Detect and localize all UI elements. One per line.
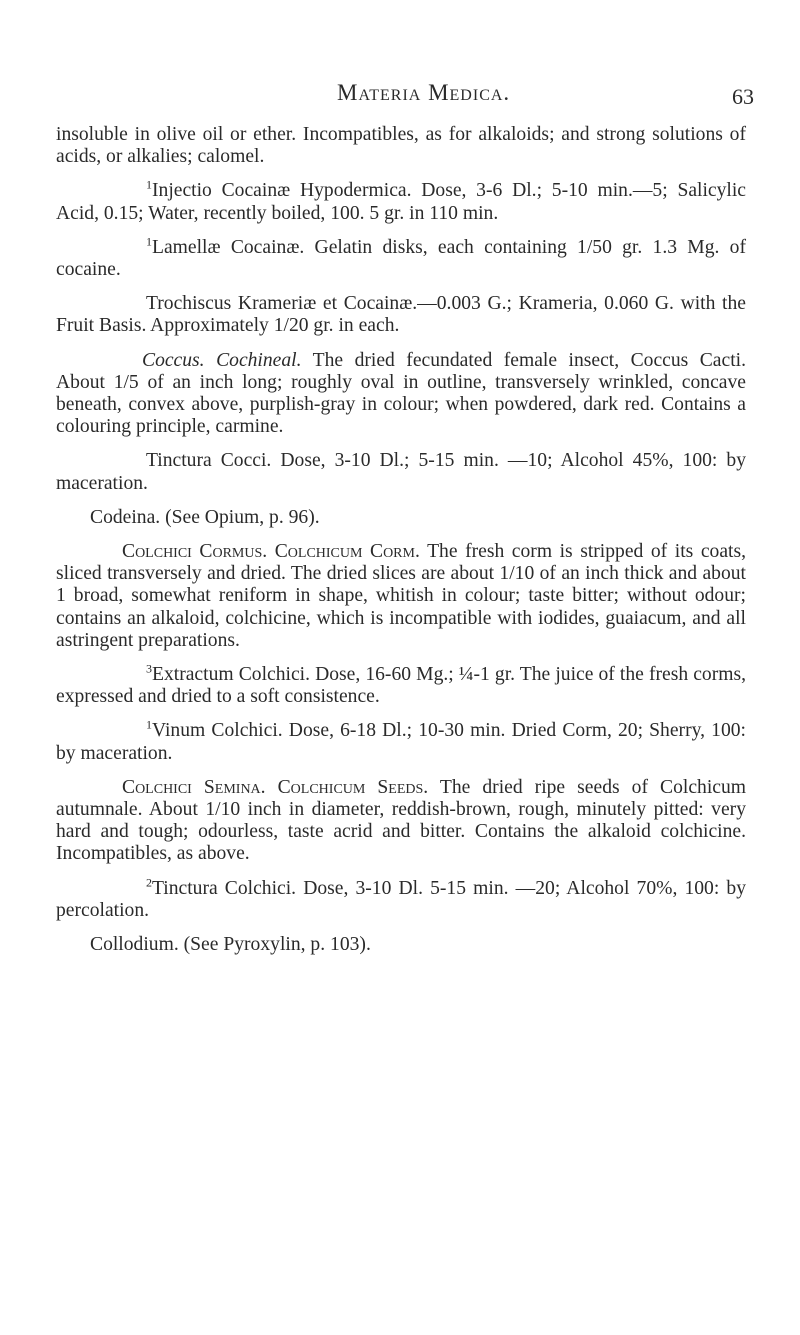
drug-title: Coccus. xyxy=(142,349,205,371)
footnote-marker: 1 xyxy=(146,177,152,192)
footnote-marker: 3 xyxy=(146,661,152,676)
drug-english-name: Colchicum Seeds. xyxy=(277,776,429,798)
entry-vinum-colchici xyxy=(56,717,746,764)
footnote-marker: 2 xyxy=(146,875,152,890)
entry-tinctura-cocci xyxy=(56,450,746,494)
paragraph-text: The dried fecundated female insect, Coccus Cacti. About 1/5 of an inch long; roughly oval in outline, transversely wrinkled, concave beneath, convex above, purplish-gray in colour; when powdered, dark red. Contains a colouring principle, carmine. xyxy=(56,349,746,438)
entry-collodium xyxy=(56,934,746,956)
entry-extractum-colchici xyxy=(56,661,746,708)
footnote-marker: 1 xyxy=(146,234,152,249)
paragraph-text: The fresh corm is stripped of its coats, sliced transversely and dried. The dried slices are about 1/10 of an inch thick and about 1 broad, somewhat reniform in shape, whitish in colour; taste bitter; without odour; contains an alkaloid, colchicine, which is incompatible with iodides, guaiacum, and all astringent preparations. xyxy=(56,541,746,651)
paragraph-text: Trochiscus Krameriæ et Cocainæ.—0.003 G.; Krameria, 0.060 G. with the Fruit Basis. Approximately 1/20 gr. in each. xyxy=(56,293,746,337)
entry-colchici-cormus xyxy=(56,541,746,652)
entry-coccus xyxy=(56,350,746,439)
paragraph-text: Codeina. (See Opium, p. 96). xyxy=(90,506,320,528)
drug-english-name: Colchicum Corm. xyxy=(274,541,420,563)
paragraph-text: Vinum Colchici. Dose, 6-18 Dl.; 10-30 min. Dried Corm, 20; Sherry, 100: by maceration. xyxy=(56,720,746,764)
entry-colchici-semina xyxy=(56,777,746,866)
drug-title: Colchici Semina. xyxy=(122,776,266,798)
entry-lamellae-cocainae xyxy=(56,234,746,281)
running-title: Materia Medica. xyxy=(337,80,511,105)
drug-english-name: Cochineal. xyxy=(216,349,302,371)
paragraph-text: The dried ripe seeds of Colchicum autumnale. About 1/10 inch in diameter, reddish-brown, rough, minutely pitted: very hard and tough; odourless, taste acrid and bitter. Contains the alkaloid colchicine. Incompatibles, as above. xyxy=(56,776,746,865)
entry-injectio-cocainae xyxy=(56,177,746,224)
paragraph-text: Lamellæ Cocainæ. Gelatin disks, each containing 1/50 gr. 1.3 Mg. of cocaine. xyxy=(56,236,746,281)
paragraph-text: insoluble in olive oil or ether. Incompatibles, as for alkaloids; and strong solutions of acids, or alkalies; calomel. xyxy=(56,124,746,168)
footnote-marker: 1 xyxy=(146,717,152,732)
paragraph-text: Extractum Colchici. Dose, 16-60 Mg.; ¼-1 gr. The juice of the fresh corms, expressed and dried to a soft consistence. xyxy=(56,664,746,708)
paragraph-text: Tinctura Cocci. Dose, 3-10 Dl.; 5-15 min. —10; Alcohol 45%, 100: by maceration. xyxy=(56,450,746,494)
paragraph-text: Collodium. (See Pyroxylin, p. 103). xyxy=(90,934,371,956)
paragraph-text: Tinctura Colchici. Dose, 3-10 Dl. 5-15 min. —20; Alcohol 70%, 100: by percolation. xyxy=(56,877,746,921)
drug-title: Colchici Cormus. xyxy=(122,541,268,563)
entry-codeina xyxy=(56,507,746,529)
entry-tinctura-colchici xyxy=(56,875,746,922)
page-body xyxy=(56,124,746,968)
paragraph-continuation xyxy=(56,124,746,168)
page-number: 63 xyxy=(732,84,754,109)
paragraph-text: Injectio Cocainæ Hypodermica. Dose, 3-6 Dl.; 5-10 min.—5; Salicylic Acid, 0.15; Water, recently boiled, 100. 5 gr. in 110 min. xyxy=(56,180,746,224)
entry-trochiscus xyxy=(56,293,746,337)
